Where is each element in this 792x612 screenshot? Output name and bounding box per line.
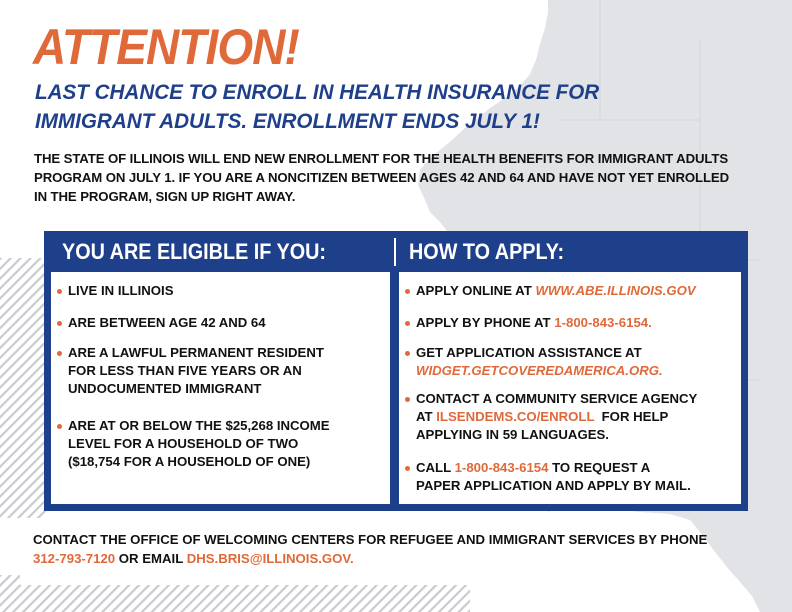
abe-website-link[interactable]: WWW.ABE.ILLINOIS.GOV bbox=[535, 283, 696, 298]
heading-divider bbox=[394, 238, 396, 266]
apply-phone-item: APPLY BY PHONE AT 1-800-843-6154. bbox=[405, 314, 652, 332]
eligibility-item: ARE AT OR BELOW THE $25,268 INCOME LEVEL FOR A HOUSEHOLD OF TWO ($18,754 FOR A HOUSEHOLD OF ONE) bbox=[57, 417, 330, 471]
bullet-icon bbox=[405, 466, 410, 471]
subhead-line-2: IMMIGRANT ADULTS. ENROLLMENT ENDS JULY 1! bbox=[35, 109, 540, 133]
bullet-icon bbox=[57, 289, 62, 294]
subhead-line-1: LAST CHANCE TO ENROLL IN HEALTH INSURANCE FOR bbox=[35, 80, 600, 104]
contact-footer: CONTACT THE OFFICE OF WELCOMING CENTERS FOR REFUGEE AND IMMIGRANT SERVICES BY PHONE 312-793-7120 OR EMAIL DHS.BRIS@ILLINOIS.GOV. bbox=[33, 532, 708, 566]
intro-paragraph bbox=[34, 149, 792, 206]
apply-online-item: APPLY ONLINE AT WWW.ABE.ILLINOIS.GOV bbox=[405, 282, 696, 300]
intro-line-2: PROGRAM ON JULY 1. IF YOU ARE A NONCITIZEN BETWEEN AGES 42 AND 64 AND HAVE NOT YET ENROLLED bbox=[34, 170, 730, 185]
ilsendems-link[interactable]: ILSENDEMS.CO/ENROLL bbox=[436, 409, 595, 424]
call-item: CALL 1-800-843-6154 TO REQUEST A PAPER APPLICATION AND APPLY BY MAIL. bbox=[405, 459, 691, 495]
eligibility-list bbox=[51, 272, 390, 504]
attention-title: ATTENTION! bbox=[33, 19, 299, 75]
eligibility-item: LIVE IN ILLINOIS bbox=[57, 282, 174, 300]
footer-phone-link[interactable]: 312-793-7120 bbox=[33, 551, 116, 566]
footer-email-link[interactable]: DHS.BRIS@ILLINOIS.GOV. bbox=[186, 551, 354, 566]
apply-heading: HOW TO APPLY: bbox=[409, 239, 565, 264]
eligibility-item: ARE A LAWFUL PERMANENT RESIDENT FOR LESS THAN FIVE YEARS OR AN UNDOCUMENTED IMMIGRANT bbox=[57, 344, 324, 398]
footer-line-1: CONTACT THE OFFICE OF WELCOMING CENTERS FOR REFUGEE AND IMMIGRANT SERVICES BY PHONE bbox=[33, 532, 708, 547]
bullet-icon bbox=[405, 397, 410, 402]
assistance-item: GET APPLICATION ASSISTANCE AT WIDGET.GETCOVEREDAMERICA.ORG. bbox=[405, 344, 663, 380]
bullet-icon bbox=[405, 289, 410, 294]
eligibility-heading: YOU ARE ELIGIBLE IF YOU: bbox=[62, 239, 327, 264]
intro-line-3: IN THE PROGRAM, SIGN UP RIGHT AWAY. bbox=[34, 189, 296, 204]
deadline-subheading bbox=[35, 78, 599, 136]
bullet-icon bbox=[57, 351, 62, 356]
call-phone-link[interactable]: 1-800-843-6154 bbox=[454, 460, 549, 475]
getcovered-link[interactable]: WIDGET.GETCOVEREDAMERICA.ORG. bbox=[416, 363, 663, 378]
bullet-icon bbox=[57, 321, 62, 326]
bullet-icon bbox=[405, 351, 410, 356]
eligibility-item: ARE BETWEEN AGE 42 AND 64 bbox=[57, 314, 266, 332]
bullet-icon bbox=[405, 321, 410, 326]
community-agency-item: CONTACT A COMMUNITY SERVICE AGENCY AT ILSENDEMS.CO/ENROLL FOR HELP APPLYING IN 59 LANGUAGES. bbox=[405, 390, 697, 444]
apply-phone-link[interactable]: 1-800-843-6154. bbox=[554, 315, 652, 330]
apply-list bbox=[399, 272, 741, 504]
info-panel bbox=[44, 231, 748, 511]
bullet-icon bbox=[57, 424, 62, 429]
intro-line-1: THE STATE OF ILLINOIS WILL END NEW ENROLLMENT FOR THE HEALTH BENEFITS FOR IMMIGRANT ADULTS bbox=[34, 151, 729, 166]
